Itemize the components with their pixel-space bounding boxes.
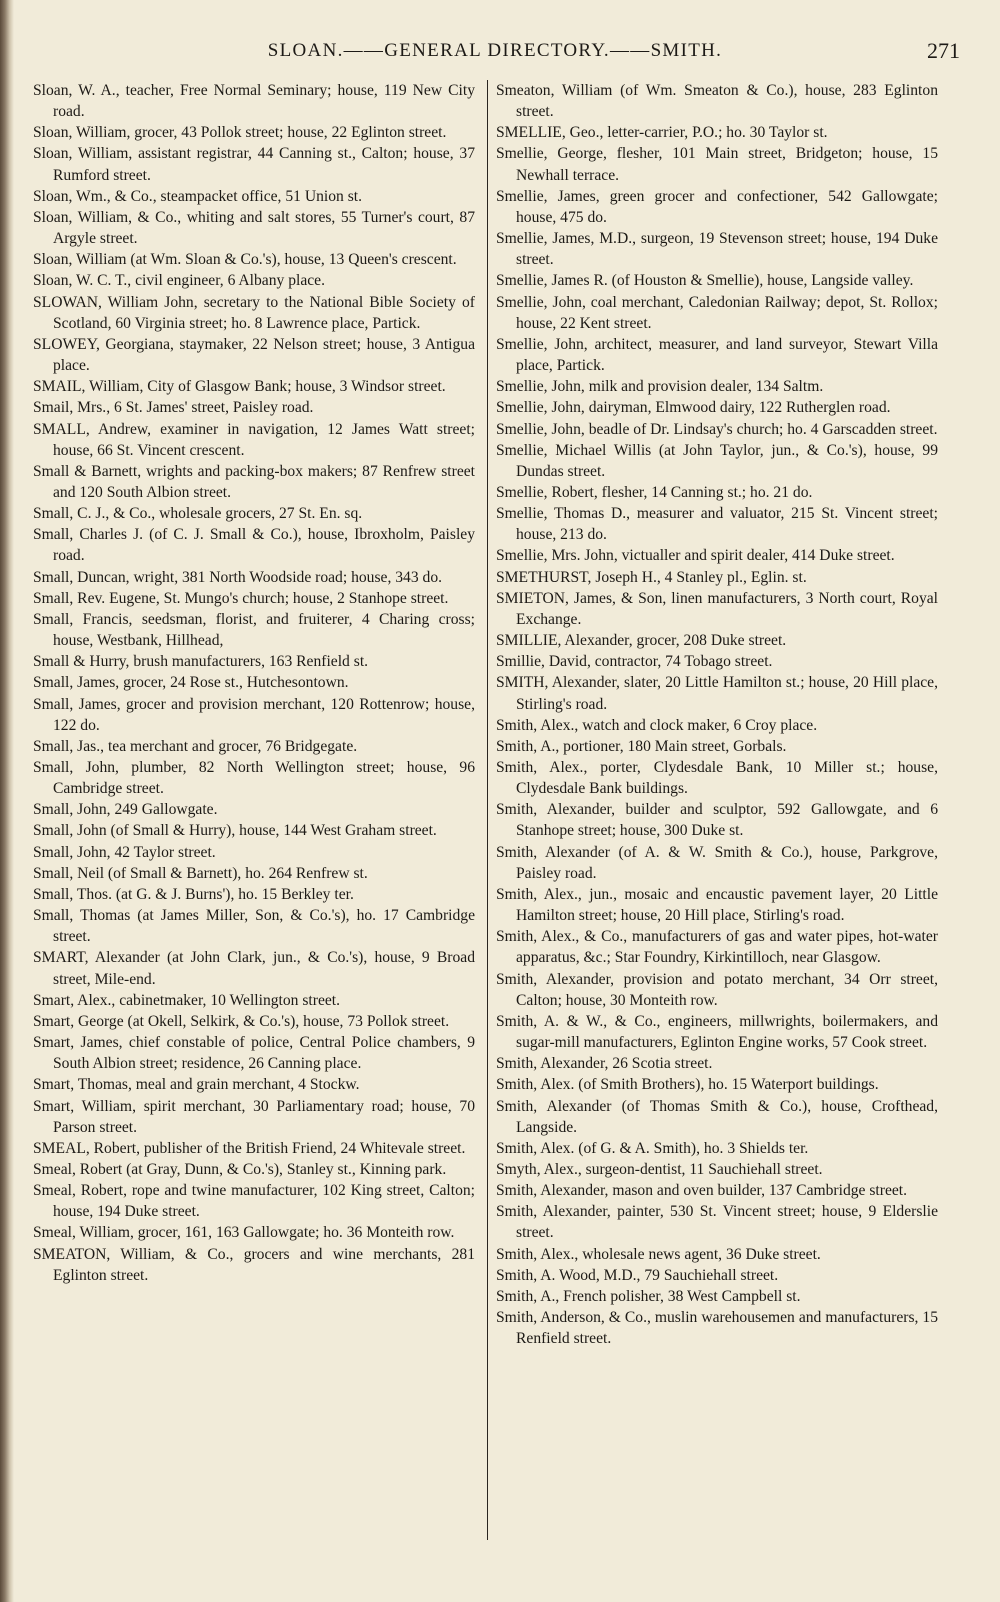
directory-entry: Smellie, John, dairyman, Elmwood dairy, 122 Rutherglen road. [496, 399, 891, 417]
running-head: SLOAN.——GENERAL DIRECTORY.——SMITH. [267, 40, 723, 61]
directory-entry: Small, James, grocer, 24 Rose st., Hutchesontown. [33, 674, 349, 692]
directory-entry: Smart, Alex., cabinetmaker, 10 Wellington street. [33, 991, 341, 1009]
directory-entry: Smellie, George, flesher, 101 Main street, Bridgeton; house, 15 Newhall terrace. [496, 145, 938, 184]
directory-entry: Smith, Alex., watch and clock maker, 6 Croy place. [496, 716, 818, 734]
directory-entry: Smeal, Robert (at Gray, Dunn, & Co.'s), Stanley st., Kinning park. [33, 1160, 447, 1178]
directory-entry: Smellie, Mrs. John, victualler and spirit dealer, 414 Duke street. [496, 547, 895, 565]
directory-entry: Smellie, James, green grocer and confectioner, 542 Gallowgate; house, 475 do. [496, 187, 938, 226]
directory-entry: Smart, Thomas, meal and grain merchant, 4 Stockw. [33, 1076, 360, 1094]
directory-entry: SLOWEY, Georgiana, staymaker, 22 Nelson street; house, 3 Antigua place. [33, 335, 475, 375]
directory-entry: Smillie, David, contractor, 74 Tobago street. [496, 653, 773, 671]
directory-entry: Smellie, James R. (of Houston & Smellie), house, Langside valley. [496, 272, 914, 290]
directory-entry: Smart, William, spirit merchant, 30 Parliamentary road; house, 70 Parson street. [33, 1097, 475, 1136]
directory-entry: Smith, Alexander, provision and potato merchant, 34 Orr street, Calton; house, 30 Monteith row. [496, 970, 938, 1009]
directory-entry: Smith, Alex., jun., mosaic and encaustic pavement layer, 20 Little Hamilton street; house, 20 Hill place, Stirling's road. [496, 885, 938, 925]
directory-entry: Sloan, Wm., & Co., steampacket office, 51 Union st. [33, 187, 363, 205]
directory-entry: SMETHURST, Joseph H., 4 Stanley pl., Eglin. st. [496, 568, 807, 586]
directory-entry: Small, Jas., tea merchant and grocer, 76 Bridgegate. [33, 737, 358, 755]
directory-entry: Smeaton, William (of Wm. Smeaton & Co.), house, 283 Eglinton street. [496, 82, 938, 121]
directory-entry: SLOWAN, William John, secretary to the National Bible Society of Scotland, 60 Virginia street; ho. 8 Lawrence place, Partick. [33, 293, 475, 332]
directory-entry: Smart, George (at Okell, Selkirk, & Co.'s), house, 73 Pollok street. [33, 1012, 450, 1030]
page-number: 271 [927, 38, 960, 63]
directory-entry: Smith, A., portioner, 180 Main street, Gorbals. [496, 737, 787, 755]
directory-entry: Small, John, 42 Taylor street. [33, 843, 216, 861]
page-header [30, 38, 960, 66]
directory-entry: Small & Hurry, brush manufacturers, 163 Renfield st. [33, 653, 369, 671]
directory-entry: Small, John, plumber, 82 North Wellington street; house, 96 Cambridge street. [33, 759, 475, 798]
directory-entry: Smellie, Michael Willis (at John Taylor, jun., & Co.'s), house, 99 Dundas street. [496, 441, 938, 480]
directory-entry: Smyth, Alex., surgeon-dentist, 11 Sauchiehall street. [496, 1160, 823, 1178]
directory-entry: Smith, Alexander (of A. & W. Smith & Co.), house, Parkgrove, Paisley road. [496, 843, 938, 882]
directory-entry: Smeal, Robert, rope and twine manufacturer, 102 King street, Calton; house, 194 Duke street. [33, 1182, 475, 1221]
directory-entry: Smith, Alexander, mason and oven builder, 137 Cambridge street. [496, 1182, 908, 1200]
directory-entry: Small, Charles J. (of C. J. Small & Co.), house, Ibroxholm, Paisley road. [33, 526, 475, 565]
directory-entry: Small, Thos. (at G. & J. Burns'), ho. 15 Berkley ter. [33, 885, 354, 903]
directory-entry: Small, Rev. Eugene, St. Mungo's church; house, 2 Stanhope street. [33, 589, 449, 607]
directory-entry: Sloan, W. C. T., civil engineer, 6 Albany place. [33, 272, 325, 290]
right-column [496, 80, 938, 1349]
directory-entry: SMALL, Andrew, examiner in navigation, 12 James Watt street; house, 66 St. Vincent crescent. [33, 420, 475, 459]
directory-entry: Smith, Alexander, painter, 530 St. Vincent street; house, 9 Elderslie street. [496, 1203, 938, 1242]
directory-entry: Small, Francis, seedsman, florist, and fruiterer, 4 Charing cross; house, Westbank, Hillhead, [33, 610, 475, 650]
directory-entry: Small, C. J., & Co., wholesale grocers, 27 St. En. sq. [33, 505, 363, 523]
directory-entry: Smeal, William, grocer, 161, 163 Gallowgate; ho. 36 Monteith row. [33, 1224, 455, 1242]
directory-entry: Sloan, William (at Wm. Sloan & Co.'s), house, 13 Queen's crescent. [33, 251, 457, 269]
directory-entry: Small, John (of Small & Hurry), house, 144 West Graham street. [33, 822, 437, 840]
directory-entry: SMEAL, Robert, publisher of the British Friend, 24 Whitevale street. [33, 1139, 466, 1157]
directory-entry: SMILLIE, Alexander, grocer, 208 Duke street. [496, 632, 787, 650]
directory-entry: Smith, Alex. (of G. & A. Smith), ho. 3 Shields ter. [496, 1139, 809, 1157]
directory-entry: Sloan, William, & Co., whiting and salt stores, 55 Turner's court, 87 Argyle street. [33, 208, 475, 248]
directory-entry: SMELLIE, Geo., letter-carrier, P.O.; ho. 30 Taylor st. [496, 124, 828, 142]
directory-entry: Smellie, John, coal merchant, Caledonian Railway; depot, St. Rollox; house, 22 Kent street. [496, 293, 938, 332]
directory-entry: Smith, Alexander (of Thomas Smith & Co.), house, Crofthead, Langside. [496, 1097, 938, 1136]
directory-entry: Sloan, William, grocer, 43 Pollok street; house, 22 Eglinton street. [33, 124, 447, 142]
directory-entry: Small & Barnett, wrights and packing-box makers; 87 Renfrew street and 120 South Albion street. [33, 462, 475, 501]
directory-entry: Small, John, 249 Gallowgate. [33, 801, 218, 819]
column-divider [487, 80, 488, 1540]
directory-entry: Small, Neil (of Small & Barnett), ho. 264 Renfrew st. [33, 864, 368, 882]
directory-entry: Smith, Anderson, & Co., muslin warehousemen and manufacturers, 15 Renfield street. [496, 1309, 938, 1348]
directory-entry: Smellie, John, architect, measurer, and land surveyor, Stewart Villa place, Partick. [496, 335, 938, 375]
directory-entry: Smellie, James, M.D., surgeon, 19 Stevenson street; house, 194 Duke street. [496, 230, 938, 269]
directory-entry: Small, Duncan, wright, 381 North Woodside road; house, 343 do. [33, 568, 443, 586]
left-column [33, 80, 475, 1286]
directory-entry: Smith, Alex., porter, Clydesdale Bank, 10 Miller st.; house, Clydesdale Bank buildings. [496, 759, 938, 798]
directory-entry: Smith, A., French polisher, 38 West Campbell st. [496, 1287, 801, 1305]
directory-entry: Smith, Alex., & Co., manufacturers of gas and water pipes, hot-water apparatus, &c.; Star Foundry, Kirkintilloch, near Glasgow. [496, 928, 938, 967]
directory-entry: Smart, James, chief constable of police, Central Police chambers, 9 South Albion street; residence, 26 Canning place. [33, 1034, 475, 1073]
page-binding-shadow [0, 0, 14, 1602]
directory-entry: Smith, Alex., wholesale news agent, 36 Duke street. [496, 1245, 821, 1263]
directory-entry: Smith, Alex. (of Smith Brothers), ho. 15 Waterport buildings. [496, 1076, 879, 1094]
directory-entry: Smellie, Thomas D., measurer and valuator, 215 St. Vincent street; house, 213 do. [496, 505, 938, 544]
directory-entry: Smith, A. & W., & Co., engineers, millwrights, boilermakers, and sugar-mill manufacturers, Eglinton Engine works, 57 Cook street. [496, 1012, 938, 1052]
directory-entry: Smail, Mrs., 6 St. James' street, Paisley road. [33, 399, 314, 417]
directory-entry: Sloan, W. A., teacher, Free Normal Seminary; house, 119 New City road. [33, 82, 475, 121]
directory-entry: SMEATON, William, & Co., grocers and wine merchants, 281 Eglinton street. [33, 1245, 475, 1284]
directory-entry: Smellie, John, milk and provision dealer, 134 Saltm. [496, 378, 824, 396]
directory-entry: Smith, Alexander, builder and sculptor, 592 Gallowgate, and 6 Stanhope street; house, 300 Duke st. [496, 801, 938, 840]
directory-entry: Small, James, grocer and provision merchant, 120 Rottenrow; house, 122 do. [33, 695, 475, 734]
directory-entry: Smellie, Robert, flesher, 14 Canning st.; ho. 21 do. [496, 483, 813, 501]
directory-entry: SMART, Alexander (at John Clark, jun., & Co.'s), house, 9 Broad street, Mile-end. [33, 949, 475, 988]
directory-entry: Sloan, William, assistant registrar, 44 Canning st., Calton; house, 37 Rumford street. [33, 145, 475, 184]
directory-entry: Smith, Alexander, 26 Scotia street. [496, 1055, 713, 1073]
directory-entry: SMAIL, William, City of Glasgow Bank; house, 3 Windsor street. [33, 378, 446, 396]
directory-entry: Smellie, John, beadle of Dr. Lindsay's church; ho. 4 Garscadden street. [496, 420, 938, 438]
directory-entry: Small, Thomas (at James Miller, Son, & Co.'s), ho. 17 Cambridge street. [33, 907, 475, 946]
directory-entry: SMIETON, James, & Son, linen manufacturers, 3 North court, Royal Exchange. [496, 589, 938, 628]
directory-entry: Smith, A. Wood, M.D., 79 Sauchiehall street. [496, 1266, 779, 1284]
directory-entry: SMITH, Alexander, slater, 20 Little Hamilton st.; house, 20 Hill place, Stirling's road. [496, 674, 938, 713]
